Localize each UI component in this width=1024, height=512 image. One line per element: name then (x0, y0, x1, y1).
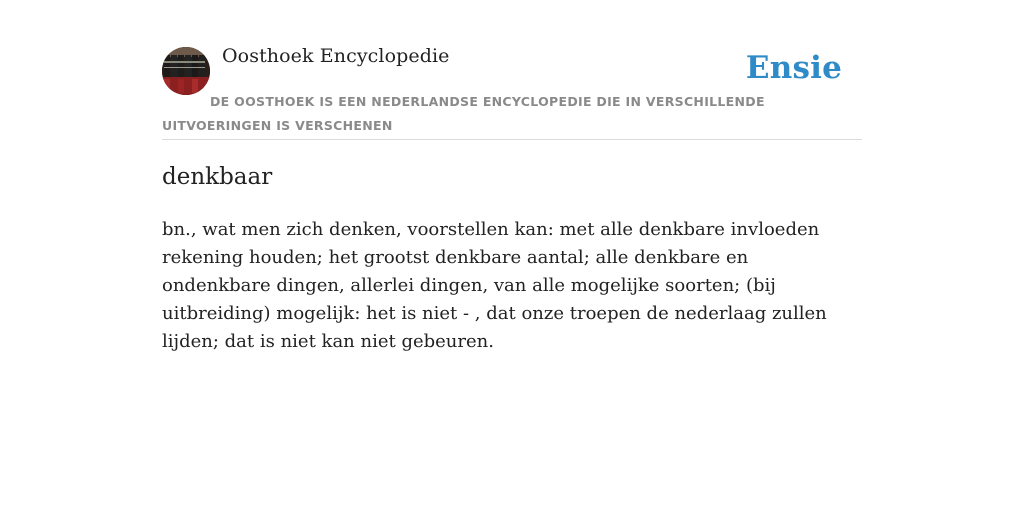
header (162, 40, 862, 140)
entry-definition: bn., wat men zich denken, voorstellen kan: met alle denkbare invloeden rekening houden; het grootst denkbare aantal; alle denkbare en ondenkbare dingen, allerlei dingen, van alle mogelijke soorten; (bij uitbreiding) mogelijk: het is niet - , dat onze troepen de nederlaag zullen lijden; dat is niet kan niet gebeuren. (162, 219, 827, 352)
entry-term: denkbaar (162, 164, 273, 190)
encyclopedia-books-icon[interactable] (162, 47, 210, 95)
source-title[interactable]: Oosthoek Encyclopedie (222, 45, 450, 67)
brand-logo-link[interactable]: Ensie (745, 50, 842, 86)
source-subtitle: DE OOSTHOEK IS EEN NEDERLANDSE ENCYCLOPEDIE DIE IN VERSCHILLENDE UITVOERINGEN IS VERSCHENEN (162, 94, 765, 133)
entry-card (162, 40, 862, 352)
